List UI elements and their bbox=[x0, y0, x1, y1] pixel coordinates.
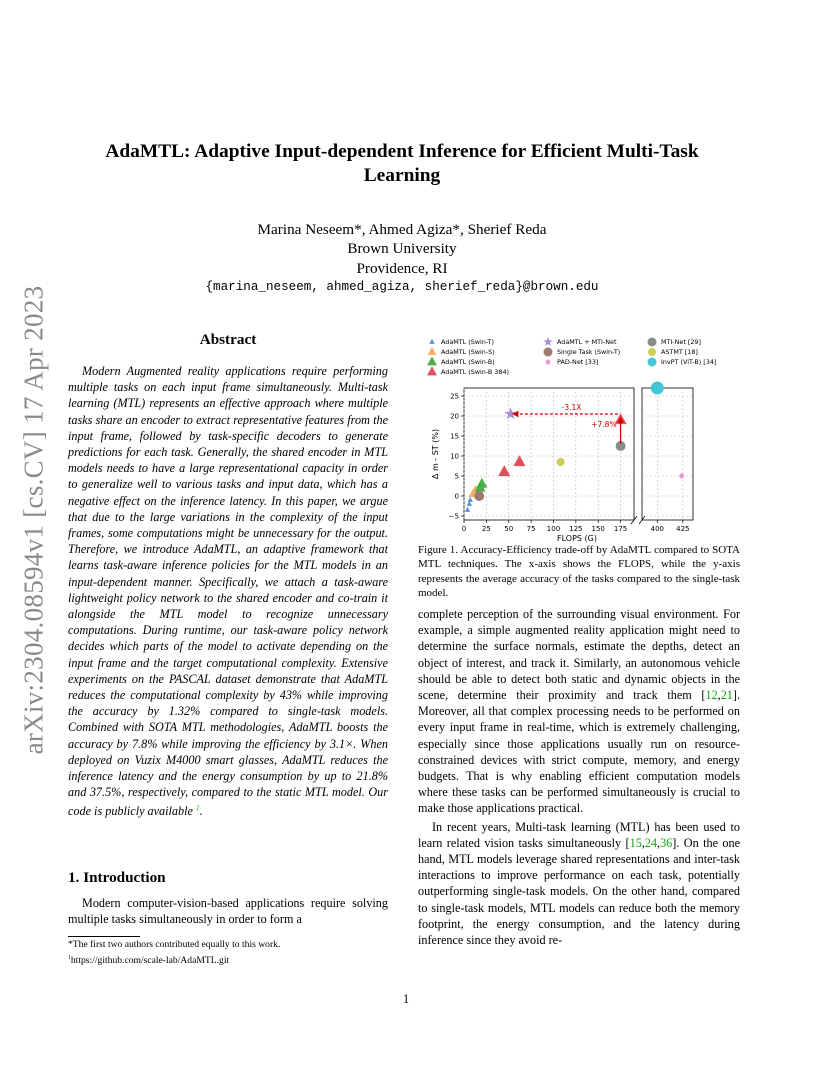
legend-entry: AdaMTL (Swin-S) bbox=[441, 348, 495, 356]
legend-entry: AdaMTL + MTI-Net bbox=[557, 338, 617, 346]
x-tick-label: 400 bbox=[650, 525, 664, 533]
data-point-5 bbox=[474, 491, 484, 501]
x-tick-label: 0 bbox=[461, 525, 467, 533]
legend-marker bbox=[543, 337, 552, 346]
footnote-code bbox=[68, 952, 388, 968]
data-point-0 bbox=[465, 507, 471, 512]
p1-text-a: complete perception of the surrounding visual environment. For example, a simple augmented reality application might need to determine the surface normals, estimate the depths, detect an object of interest, and track it. Similarly, an autonomous vehicle should be able to detect both static and dynamic objects in the scene, determine their proximity and track them [ bbox=[418, 607, 740, 703]
y-axis-label: Δ m - ST (%) bbox=[431, 428, 440, 480]
data-point-3 bbox=[498, 465, 510, 476]
section-heading-introduction: 1. Introduction bbox=[68, 869, 166, 886]
y-tick-label: 0 bbox=[454, 492, 459, 501]
footnote-link[interactable]: 1 bbox=[195, 803, 200, 813]
footnote-code-mark: 1 bbox=[68, 954, 71, 961]
paragraph-mtl: In recent years, Multi-task learning (MTL) has been used to learn related vision tasks simultaneously [15,24,36]. On the one hand, MTL models leverage shared representations and inter-task interactions to improve performance on each task, potentially outperforming single-task models. On the other hand, compared to single-task models, MTL models can reduce both the memory footprint, the energy consumption, and the latency during inference since they avoid re- bbox=[418, 819, 740, 948]
legend-entry: ASTMT [18] bbox=[661, 348, 698, 356]
figure-1 bbox=[412, 332, 742, 544]
citation-21[interactable]: 21 bbox=[720, 688, 733, 703]
legend-marker bbox=[648, 358, 657, 367]
x-tick-label: 425 bbox=[676, 525, 690, 533]
footnotes bbox=[68, 939, 388, 967]
abstract-end: . bbox=[199, 804, 203, 819]
legend-marker bbox=[546, 360, 551, 365]
legend-entry: MTI-Net [29] bbox=[661, 338, 701, 346]
x-tick-label: 150 bbox=[591, 525, 605, 533]
abstract-text: Modern Augmented reality applications require performing multiple tasks on each input frame simultaneously. Multi-task learning (MTL) represents an effective approach where multiple tasks share an encoder to extract representative features from the input frame, followed by task-specific decoders to generate predictions for each task. Generally, the shared encoder in MTL models needs to have a large representational capacity in order to generalize well to various tasks and input data, which has a negative effect on the inference latency. In this paper, we argue that due to the large variations in the complexity of the input frames, some computations might be unnecessary for the output. Therefore, we introduce AdaMTL, an adaptive framework that learns task-aware inference policies for the MTL models in an input-dependent manner. Specifically, we attach a task-aware lightweight policy network to the shared encoder and co-train it alongside the MTL model to recognize unnecessary computations. During runtime, our task-aware policy network decides which parts of the model to activate depending on the input frame and the target computational complexity. Extensive experiments on the PASCAL dataset demonstrate that AdaMTL reduces the computational complexity by 43% while improving the accuracy by 1.32% compared to single-task models. Combined with SOTA MTL methodologies, AdaMTL boosts the accuracy by 7.8% while improving the efficiency by 3.1×. When deployed on Vuzix M4000 smart glasses, AdaMTL reduces the inference latency and the energy consumption by up to 21.8% and 37.5%, respectively, compared to the static MTL model. Our code is publicly available bbox=[68, 364, 388, 819]
data-point-4 bbox=[504, 407, 517, 419]
paragraph-perception: complete perception of the surrounding visual environment. For example, a simple augmented reality application might need to determine the surface normals, estimate the depths, detect an object of interest, and track it. Similarly, an autonomous vehicle should be able to detect both static and dynamic objects in the scene, determine their proximity and track them [12,21]. Moreover, all that complex processing needs to be performed on every input frame in real-time, which is extremely challenging, especially since those applications usually run on resource-constrained devices with strict compute, memory, and energy budgets. That is why enabling efficient computation models where these tasks can be performed simultaneously is crucial to make those applications practical. bbox=[418, 607, 740, 816]
annotation-label: -3.1X bbox=[561, 403, 582, 412]
arxiv-sidebar bbox=[8, 284, 60, 756]
y-tick-label: −5 bbox=[448, 512, 459, 521]
p1-text-b: ]. Moreover, all that complex processing needs to be performed on every input frame in real-time, which is extremely challenging, especially since those applications usually run on resource-constrained devices with strict compute, memory, and energy budgets. That is why enabling efficient computation models where these tasks can be performed simultaneously is crucial to make those applications practical. bbox=[418, 688, 740, 816]
legend-marker bbox=[428, 347, 437, 355]
data-point-3 bbox=[513, 455, 525, 466]
legend-entry: AdaMTL (Swin-B) bbox=[441, 358, 495, 366]
p2-text-a: In recent years, Multi-task learning (MTL) has been used to learn related vision tasks simultaneously [ bbox=[418, 819, 740, 850]
p2-text-b: ]. On the one hand, MTL models leverage shared representations and inter-task interactions to improve performance on each task, potentially outperforming single-task models. On the other hand, compared to single-task models, MTL models can reduce both the memory footprint, the energy consumption, and the latency during inference since they avoid re- bbox=[418, 835, 740, 948]
figure-caption: Figure 1. Accuracy-Efficiency trade-off by AdaMTL compared to SOTA MTL techniques. The x-axis shows the FLOPS, while the y-axis represents the average accuracy of the tasks compared to the single-task model. bbox=[418, 544, 740, 600]
data-point-0 bbox=[468, 497, 474, 502]
x-tick-label: 50 bbox=[504, 525, 514, 533]
data-point-8 bbox=[557, 458, 565, 466]
legend-marker bbox=[648, 338, 657, 347]
citation-15[interactable]: 15 bbox=[629, 835, 642, 850]
legend-entry: AdaMTL (Swin-T) bbox=[441, 338, 494, 346]
legend-marker bbox=[429, 339, 435, 344]
x-tick-label: 125 bbox=[569, 525, 583, 533]
data-point-9 bbox=[651, 382, 664, 395]
legend-marker bbox=[427, 366, 437, 375]
paper-title: AdaMTL: Adaptive Input-dependent Inference for Efficient Multi-Task Learning bbox=[105, 141, 699, 186]
legend-entry: PAD-Net [33] bbox=[557, 358, 599, 366]
author-block bbox=[150, 220, 654, 298]
footnote-equal-contribution: *The first two authors contributed equally to this work. bbox=[68, 939, 281, 950]
plot-frame-right bbox=[642, 388, 693, 520]
page-number: 1 bbox=[402, 992, 410, 1006]
annotation-label: +7.8% bbox=[591, 420, 617, 429]
legend-marker bbox=[544, 348, 553, 357]
citation-36[interactable]: 36 bbox=[660, 835, 673, 850]
footnote-rule bbox=[68, 936, 140, 937]
data-point-2 bbox=[476, 478, 487, 488]
x-axis-label: FLOPS (G) bbox=[557, 534, 597, 543]
code-url[interactable]: https://github.com/scale-lab/AdaMTL.git bbox=[70, 954, 230, 966]
intro-paragraph: Modern computer-vision-based applications require solving multiple tasks simultaneously in order to form a bbox=[68, 896, 388, 927]
accuracy-flops-chart bbox=[412, 332, 742, 544]
right-column-body bbox=[418, 606, 740, 948]
legend-marker bbox=[648, 348, 656, 356]
x-tick-label: 175 bbox=[613, 525, 628, 533]
y-tick-label: 5 bbox=[454, 472, 459, 481]
location: Providence, RI bbox=[356, 259, 448, 277]
abstract-body bbox=[68, 363, 388, 820]
citation-12[interactable]: 12 bbox=[705, 688, 718, 703]
x-tick-label: 25 bbox=[481, 525, 491, 533]
plot-frame-left bbox=[464, 388, 634, 520]
y-tick-label: 25 bbox=[450, 392, 459, 401]
legend-entry: InvPT (ViT-B) [34] bbox=[661, 358, 717, 366]
y-tick-label: 20 bbox=[450, 412, 459, 421]
legend-entry: AdaMTL (Swin-B 384) bbox=[441, 368, 510, 376]
arxiv-identifier: arXiv:2304.08594v1 [cs.CV] 17 Apr 2023 bbox=[18, 285, 49, 755]
author-names: Marina Neseem*, Ahmed Agiza*, Sherief Reda bbox=[257, 221, 547, 238]
affiliation: Brown University bbox=[347, 240, 457, 258]
x-tick-label: 75 bbox=[526, 525, 536, 533]
x-tick-label: 100 bbox=[546, 525, 561, 533]
author-email: {marina_neseem, ahmed_agiza, sherief_reda}@brown.edu bbox=[205, 280, 599, 295]
legend-entry: Single Task (Swin-T) bbox=[557, 348, 621, 356]
y-tick-label: 15 bbox=[450, 432, 459, 441]
abstract-heading: Abstract bbox=[199, 331, 257, 348]
data-point-6 bbox=[679, 474, 684, 479]
citation-24[interactable]: 24 bbox=[644, 835, 658, 850]
y-tick-label: 10 bbox=[450, 452, 459, 461]
legend-marker bbox=[427, 356, 437, 365]
